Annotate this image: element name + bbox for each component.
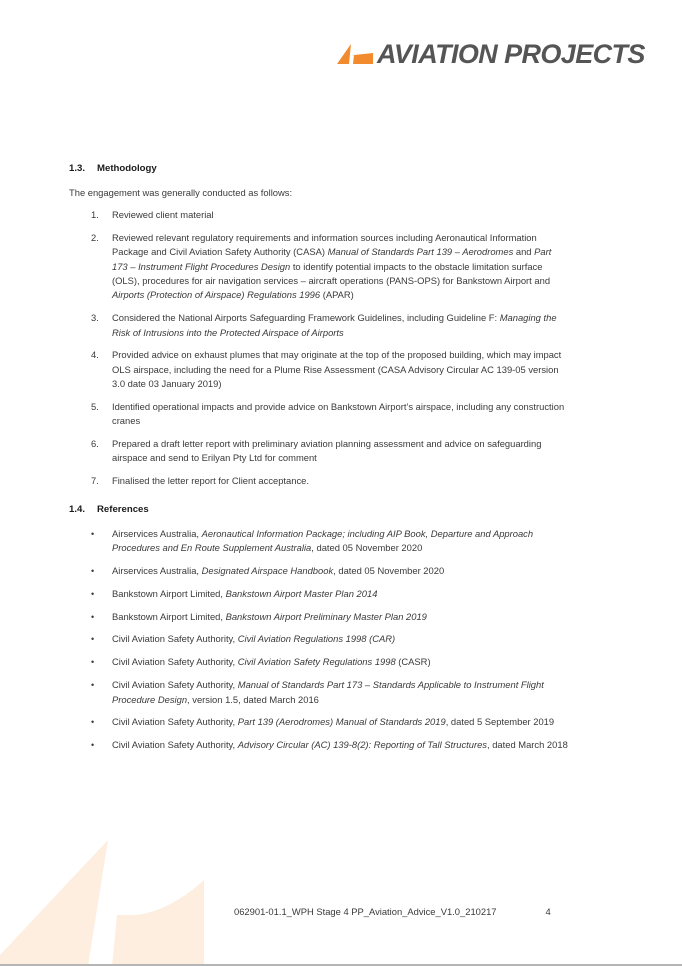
step-number: 2. (91, 232, 99, 244)
bullet-icon: • (91, 611, 95, 622)
reference-item (69, 564, 569, 578)
bullet-icon: • (91, 680, 95, 691)
section-title: References (97, 503, 149, 515)
aviation-projects-logo-icon (337, 42, 373, 66)
text-run: Finalised the letter report for Client acceptance. (112, 475, 309, 487)
methodology-step (69, 474, 569, 488)
text-run: , dated 05 November 2020 (333, 564, 445, 576)
text-run: to identify potential impacts to the obstacle limitation surface (OLS), procedures for air navigation services – aircraft operations (PANS-OPS) for Bankstown Airport and (112, 260, 551, 287)
bullet-icon: • (91, 634, 95, 645)
page-number: 4 (545, 906, 551, 917)
methodology-intro: The engagement was generally conducted as follows: (69, 187, 293, 198)
methodology-step (69, 437, 569, 466)
section-title: Methodology (97, 163, 157, 174)
references-list (69, 527, 569, 753)
step-number: 7. (91, 475, 99, 487)
text-run: (CASR) (395, 656, 431, 668)
text-run: and (513, 246, 535, 258)
bullet-icon: • (91, 528, 95, 539)
text-run: Bankstown Airport Limited, (112, 610, 226, 622)
step-number: 6. (91, 438, 99, 450)
italic-title: Bankstown Airport Master Plan 2014 (225, 587, 378, 599)
step-number: 5. (91, 400, 99, 412)
bullet-icon: • (91, 565, 95, 576)
methodology-step (69, 400, 569, 429)
text-run: Reviewed client material (112, 209, 214, 221)
reference-item (69, 715, 569, 729)
reference-item (69, 678, 569, 707)
section-number: 1.3. (69, 163, 86, 174)
references-heading (69, 503, 569, 517)
methodology-heading (69, 162, 569, 176)
page-footer (234, 906, 551, 917)
text-run: Civil Aviation Safety Authority, (112, 679, 238, 691)
methodology-steps (69, 208, 569, 488)
text-run: Prepared a draft letter report with preliminary aviation planning assessment and advice on safeguarding airspace and send to Erilyan Pty Ltd for comment (112, 438, 542, 464)
step-number: 1. (91, 209, 99, 221)
bullet-icon: • (91, 717, 95, 728)
step-number: 3. (91, 312, 99, 324)
reference-item (69, 527, 569, 556)
text-run: Provided advice on exhaust plumes that may originate at the top of the proposed building, which may impact OLS airspace, including the need for a Plume Rise Assessment (CASA Advisory Circular AC 139-05 version 3.0 date 03 January 2019) (112, 349, 562, 390)
text-run: Considered the National Airports Safeguarding Framework Guidelines, including Guideline F: (112, 312, 500, 324)
bullet-icon: • (91, 588, 95, 599)
italic-title: Part 139 (Aerodromes) Manual of Standards 2019 (237, 716, 446, 728)
reference-item (69, 632, 569, 646)
document-body (69, 162, 569, 761)
text-run: (APAR) (320, 289, 354, 301)
methodology-step (69, 311, 569, 340)
section-number: 1.4. (69, 503, 86, 515)
company-logo (337, 38, 645, 70)
text-run: , version 1.5, dated March 2016 (187, 693, 319, 705)
methodology-step (69, 231, 569, 302)
bullet-icon: • (91, 740, 95, 751)
watermark-logo-icon (0, 840, 210, 966)
italic-title: Managing the Risk of Intrusions into the Protected Airspace of Airports (112, 312, 557, 338)
document-reference: 062901-01.1_WPH Stage 4 PP_Aviation_Advice_V1.0_210217 (234, 906, 497, 917)
italic-title: Civil Aviation Regulations 1998 (CAR) (237, 633, 396, 645)
text-run: , dated March 2018 (487, 739, 568, 751)
italic-title: Airports (Protection of Airspace) Regulations 1996 (112, 289, 321, 301)
methodology-step (69, 348, 569, 391)
text-run: Airservices Australia, (112, 527, 202, 539)
italic-title: Part 173 – Instrument Flight Procedures Design (112, 246, 552, 272)
text-run: Bankstown Airport Limited, (112, 587, 226, 599)
text-run: Airservices Australia, (112, 564, 202, 576)
text-run: Civil Aviation Safety Authority, (112, 716, 238, 728)
text-run: Civil Aviation Safety Authority, (112, 656, 238, 668)
text-run: , dated 05 November 2020 (311, 541, 423, 553)
text-run: , dated 5 September 2019 (445, 716, 555, 728)
text-run: Civil Aviation Safety Authority, (112, 633, 238, 645)
step-number: 4. (91, 349, 99, 361)
logo-text: AVIATION PROJECTS (377, 38, 645, 69)
italic-title: Manual of Standards Part 173 – Standards Applicable to Instrument Flight Procedure Design (112, 679, 544, 705)
italic-title: Aeronautical Information Package; including AIP Book, Departure and Approach Procedures and En Route Supplement Australia (112, 527, 534, 553)
reference-item (69, 655, 569, 669)
italic-title: Civil Aviation Safety Regulations 1998 (237, 656, 396, 668)
italic-title: Manual of Standards Part 139 – Aerodromes (327, 246, 514, 258)
reference-item (69, 738, 569, 752)
text-run: Reviewed relevant regulatory requirements and information sources including Aeronautical Information Package and Civil Aviation Safety Authority (CASA) (112, 232, 537, 258)
reference-item (69, 587, 569, 601)
italic-title: Advisory Circular (AC) 139-8(2): Reporting of Tall Structures (237, 739, 487, 751)
bullet-icon: • (91, 657, 95, 668)
italic-title: Bankstown Airport Preliminary Master Plan 2019 (225, 610, 427, 622)
text-run: Identified operational impacts and provide advice on Bankstown Airport’s airspace, including any construction cranes (112, 400, 565, 427)
methodology-step (69, 208, 569, 222)
reference-item (69, 610, 569, 624)
text-run: Civil Aviation Safety Authority, (112, 739, 238, 751)
italic-title: Designated Airspace Handbook (201, 564, 334, 576)
